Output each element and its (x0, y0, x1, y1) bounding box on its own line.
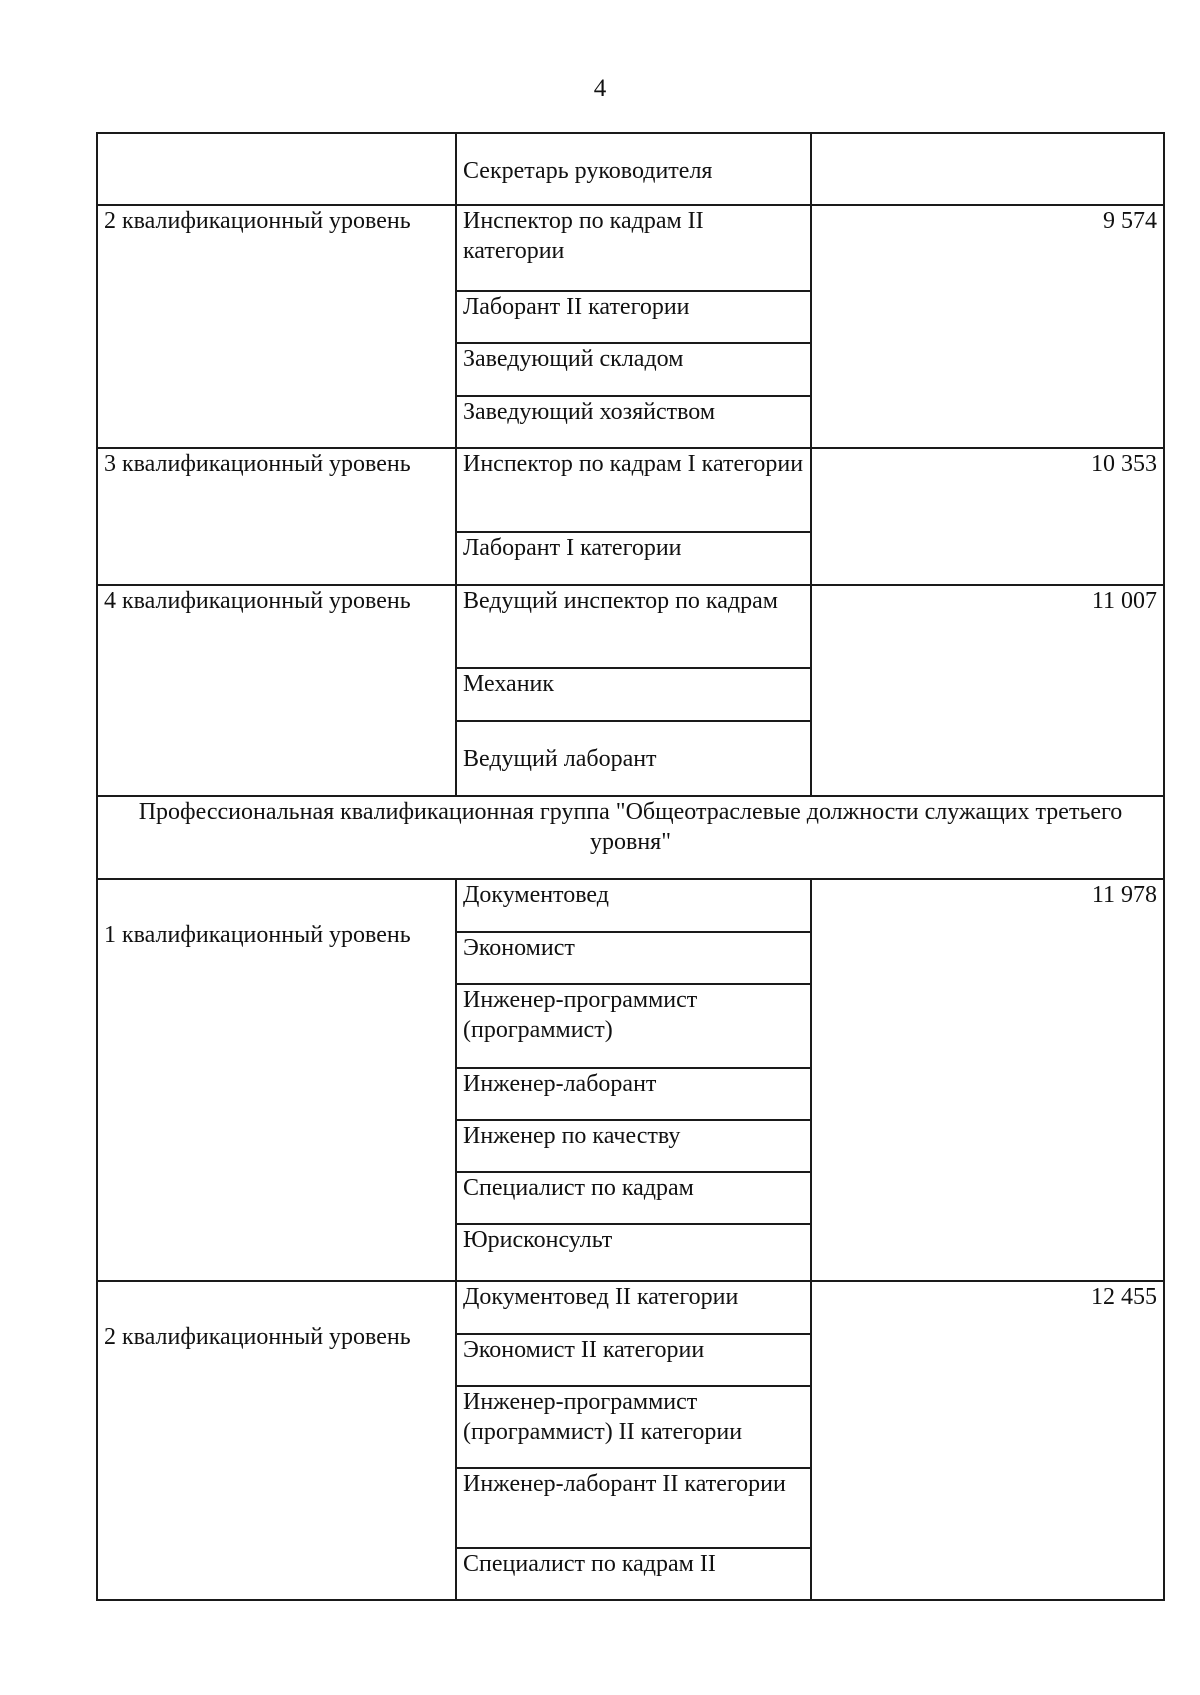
amount-cell: 11 978 (811, 879, 1164, 1281)
level-cell: 3 квалификационный уровень (97, 448, 456, 585)
table-row (97, 585, 1164, 668)
position-cell: Заведующий хозяйством (456, 396, 811, 448)
position-cell: Ведущий лаборант (456, 721, 811, 796)
position-cell: Специалист по кадрам II (456, 1548, 811, 1600)
level-cell: 4 квалификационный уровень (97, 585, 456, 796)
table-row (97, 1281, 1164, 1334)
position-cell: Инженер-программист (программист) (456, 984, 811, 1068)
level-cell: 2 квалификационный уровень (97, 1281, 456, 1600)
page-number: 4 (593, 75, 607, 102)
table-row (97, 448, 1164, 532)
position-cell: Секретарь руководителя (456, 133, 811, 205)
level-cell-empty (97, 133, 456, 205)
amount-cell-empty (811, 133, 1164, 205)
salary-table (96, 132, 1165, 1601)
amount-cell: 11 007 (811, 585, 1164, 796)
table-row (97, 796, 1164, 879)
position-cell: Ведущий инспектор по кадрам (456, 585, 811, 668)
position-cell: Инженер по качеству (456, 1120, 811, 1172)
position-cell: Инспектор по кадрам I категории (456, 448, 811, 532)
level-cell: 1 квалификационный уровень (97, 879, 456, 1281)
position-cell: Специалист по кадрам (456, 1172, 811, 1224)
position-cell: Экономист II категории (456, 1334, 811, 1386)
position-cell: Инженер-лаборант II категории (456, 1468, 811, 1548)
level-cell: 2 квалификационный уровень (97, 205, 456, 448)
position-cell: Заведующий складом (456, 343, 811, 396)
position-cell: Инженер-программист (программист) II категории (456, 1386, 811, 1468)
position-cell: Инспектор по кадрам II категории (456, 205, 811, 291)
position-cell: Документовед II категории (456, 1281, 811, 1334)
position-cell: Лаборант II категории (456, 291, 811, 343)
table-row (97, 133, 1164, 205)
group-title: Профессиональная квалификационная группа "Общеотраслевые должности служащих третьего уровня" (97, 796, 1164, 879)
amount-cell: 10 353 (811, 448, 1164, 585)
position-cell: Документовед (456, 879, 811, 932)
position-cell: Юрисконсульт (456, 1224, 811, 1281)
position-cell: Лаборант I категории (456, 532, 811, 585)
position-cell: Инженер-лаборант (456, 1068, 811, 1120)
amount-cell: 12 455 (811, 1281, 1164, 1600)
amount-cell: 9 574 (811, 205, 1164, 448)
position-cell: Механик (456, 668, 811, 721)
table-row (97, 879, 1164, 932)
table-row (97, 205, 1164, 291)
position-cell: Экономист (456, 932, 811, 984)
